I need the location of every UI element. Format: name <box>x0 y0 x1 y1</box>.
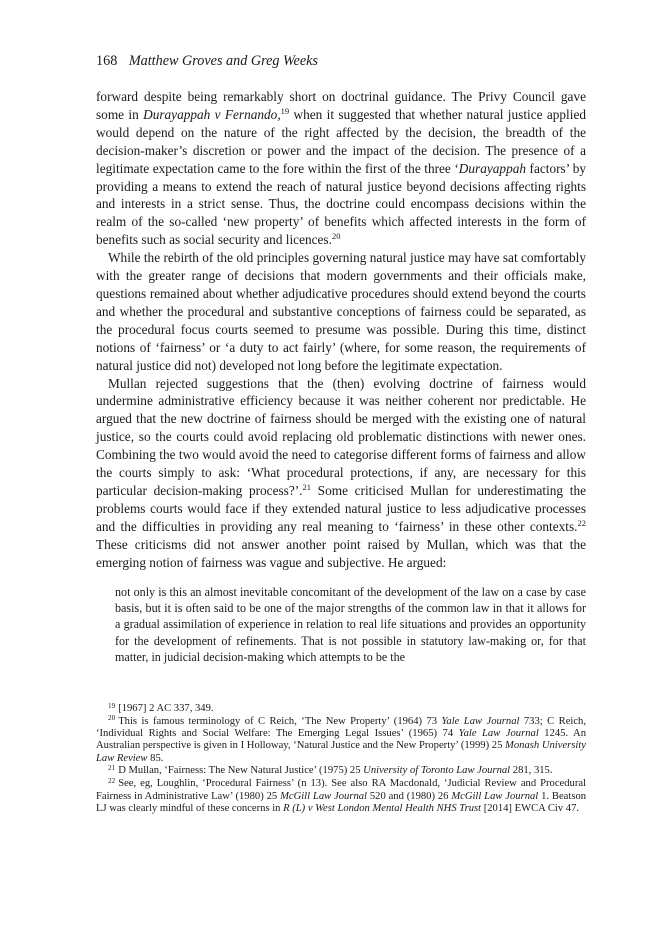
footnote-20: $^{20}$ This is famous terminology of C Reich, ‘The New Property’ (1964) 73 Yale Law Journal 733; C Reich, ‘Individual Rights and Social Welfare: The Emerging Legal Issues’ (1965) 74 Yale Law Journal 1245. An Australian perspective is given in I Holloway, ‘Natural Justice and the New Property’ (1999) 25 Monash University Law Review 85. <box>96 714 586 764</box>
footnote-19: $^{19}$ [1967] 2 AC 337, 349. <box>108 701 214 714</box>
page-number: 168 <box>96 53 118 69</box>
footnote-21: $^{21}$ D Mullan, ‘Fairness: The New Natural Justice’ (1975) 25 University of Toronto Law Journal 281, 315. <box>108 763 553 777</box>
footnote-ref-20[interactable]: 20 <box>331 231 341 242</box>
footnote-22: $^{22}$ See, eg, Loughlin, ‘Procedural Fairness’ (n 13). See also RA Macdonald, ‘Judicial Review and Procedural Fairness in Administrative Law’ (1980) 25 McGill Law Journal 520 and (1980) 26 McGill Law Journal 1. Beatson LJ was clearly mindful of these concerns in R (L) v West London Mental Health NHS Trust [2014] EWCA Civ 47. <box>96 776 587 814</box>
running-header <box>96 52 318 70</box>
footnote-ref-22[interactable]: 22 <box>577 517 586 528</box>
paragraph-3: Mullan rejected suggestions that the (then) evolving doctrine of fairness would undermine administrative efficiency because it was neither coherent nor predictable. He argued that the new doctrine of fairness should be merged with the existing one of natural justice, so the courts could avoid replacing old problematic distinctions with newer ones. Combining the two would avoid the need to categorise different forms of fairness and allow the courts simply to ask: ‘What procedural protections, if any, are necessary for this particular decision-making process?’.$^{21}$ Some criticised Mullan for underestimating the problems courts would face if they extended natural justice to less adjudicative processes and the difficulties in providing any real meaning to ‘fairness’ in these other contexts.$^{22}$ These criticisms did not answer another point raised by Mullan, which was that the emerging notion of fairness was vague and subjective. He argued: <box>96 375 586 570</box>
case-name: Durayappah v Fernando, <box>143 106 281 122</box>
footnotes <box>96 703 586 816</box>
footnote-ref-19[interactable]: 19 <box>280 105 290 116</box>
paragraph-2: While the rebirth of the old principles governing natural justice may have sat comfortably with the greater range of decisions that modern governments and their officials make, questions remained about whether adjudicative procedures should extend beyond the courts and whether the procedural and substantive conceptions of fairness could be separated, as the procedural focus courts seemed to presume was possible. During this time, distinct notions of ‘fairness’ or ‘a duty to act fairly’ (where, for some reason, the requirements of natural justice did not) developed not long before the legitimate expectation. <box>96 250 586 373</box>
case-name: Durayappah <box>458 160 527 176</box>
main-text <box>96 88 586 571</box>
paragraph-1: forward despite being remarkably short on doctrinal guidance. The Privy Council gave some in Durayappah v Fernando,$^{19}$ when it suggested that whether natural justice applied would depend on the nature of the right affected by the decision, the breadth of the decision-maker’s discretion or power and the impact of the decision. The presence of a legitimate expectation came to the fore within the first of the three ‘Durayappah factors’ by providing a means to extend the reach of natural justice beyond decisions affecting rights and interests in a strict sense. Thus, the doctrine could encompass decisions within the realm of the so-called ‘new property’ of benefits which affected interests in the form of benefits such as social security and licences.$^{20}$ <box>96 89 586 248</box>
footnote-ref-21[interactable]: 21 <box>302 481 311 492</box>
running-head-authors: Matthew Groves and Greg Weeks <box>128 53 318 69</box>
block-quote: not only is this an almost inevitable concomitant of the development of the law on a case by case basis, but it is often said to be one of the major strengths of the common law in that it allows for a gradual assimilation of experience in relation to real life situations and provides an opportunity for the development of refinements. That is not possible in statutory law-making or, for that matter, in judicial decision-making which attempts to be the <box>115 585 586 664</box>
